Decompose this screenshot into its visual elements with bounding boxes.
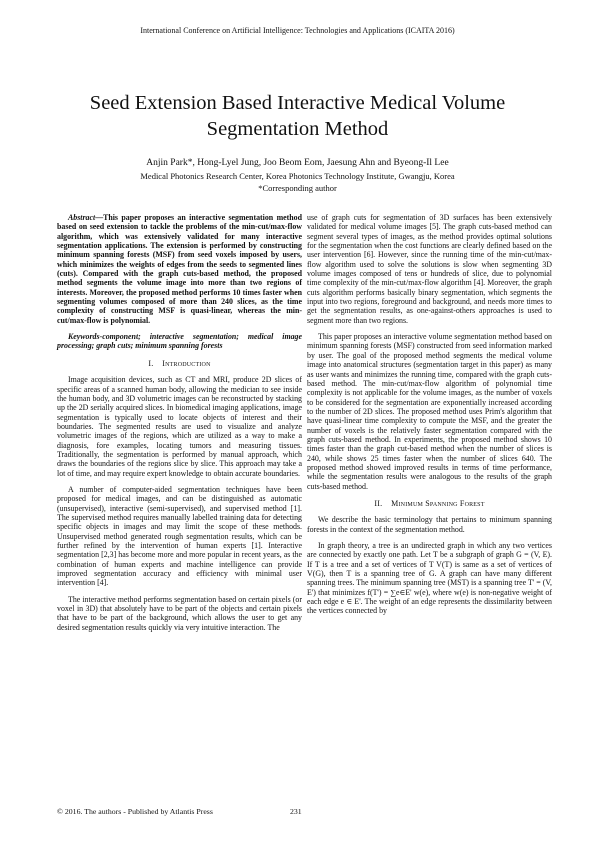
- right-column: [307, 213, 552, 616]
- page-number: 231: [290, 807, 302, 816]
- section-title: Minimum Spanning Forest: [391, 498, 485, 508]
- body-paragraph: This paper proposes an interactive volume segmentation method based on minimum spanning forests (MSF) constructed from seed information marked by user. The goal of the proposed method segments the medical volume image into anatomical structures (segmentation target in this paper) as many as user wants and minimizes the running time, compared with the graph cuts-based method. The min-cut/max-flow algorithm of polynomial time complexity is not applicable for the volume images, as the number of voxels to be considered for the segmentation are exponentially increased according to the number of 2D slices. The proposed method uses Prim's algorithm that have quasi-linear time complexity to compute the MSF, and the greater the number of voxels is the relatively faster segmentation compared with the graph cuts-based method. In experiments, the proposed method shows 10 times faster than the graph cut-based method when the number of slices is 240, while shows 25 times faster when the number of slices 640. The proposed method showed improved results in terms of time performance, while the segmentation results were analogous to the results of the graph cuts-based method.: [307, 332, 552, 491]
- copyright-footer: © 2016. The authors - Published by Atlantis Press: [57, 807, 213, 816]
- abstract: [57, 213, 302, 325]
- author-list: Anjin Park*, Hong-Lyel Jung, Joo Beom Eom, Jaesung Ahn and Byeong-Il Lee: [146, 158, 449, 168]
- running-head: International Conference on Artificial Intelligence: Technologies and Applications (ICAITA 2016): [140, 26, 455, 35]
- paper-title: [40, 90, 555, 142]
- title-line-2: Segmentation Method: [206, 118, 389, 140]
- section-heading-introduction: [57, 359, 302, 368]
- corresponding-author-note: *Corresponding author: [258, 183, 337, 193]
- section-number: I.: [148, 358, 154, 368]
- title-line-1: Seed Extension Based Interactive Medical Volume: [89, 92, 506, 114]
- left-column: [57, 213, 302, 632]
- keywords: Keywords-component; interactive segmentation; medical image processing; graph cuts; minimum spanning forests: [57, 332, 302, 351]
- body-paragraph: use of graph cuts for segmentation of 3D surfaces has been extensively validated for medical volume images [5]. The graph cuts-based method can segment several types of images, as the method provides optimal solutions for the segmentation when the cost functions are clearly defined based on the user intervention [6]. However, since the running time of the min-cut/max-flow algorithm used to solve the solutions is slow when segmenting 3D volume images composed of tens or hundreds of slice, due to polynomial time complexity of the min-cut/max-flow algorithm [4]. Moreover, the graph cuts algorithm performs basically binary segmentation, which segments the input into two regions, foreground and background, and needs more times to get the segmentation results, as one-against-others approaches is used to segment more than two regions.: [307, 213, 552, 325]
- body-paragraph: We describe the basic terminology that pertains to minimum spanning forests in the context of the segmentation method.: [307, 515, 552, 534]
- section-number: II.: [374, 498, 383, 508]
- section-heading-msf: [307, 499, 552, 508]
- abstract-text: —This paper proposes an interactive segmentation method based on seed extension to tackle the problems of the min-cut/max-flow algorithm, which was extensively validated for many interactive segmentation applications. The extension is performed by constructing minimum spanning forests (MSF) from seed voxels imposed by users, which minimizes the weights of edges from the seeds to segmented lines (cuts). Compared with the graph cuts-based method, the proposed method segments the volume image into more than two regions of interests. Moreover, the proposed method performs 10 times faster when segmenting volumes composed of more than 240 slices, as the time complexity of constructing MSF is quasi-linear, whereas the min-cut/max-flow is polynomial.: [57, 213, 302, 325]
- section-title: Introduction: [162, 358, 211, 368]
- affiliation: Medical Photonics Research Center, Korea Photonics Technology Institute, Gwangju, Korea: [140, 171, 455, 181]
- body-paragraph: The interactive method performs segmentation based on certain pixels (or voxel in 3D) that absolutely have to be part of the objects and certain pixels that have to be part of the background, which allows the user to get any desired segmentation results quickly via very intuitive interaction. The: [57, 594, 302, 632]
- body-paragraph: Image acquisition devices, such as CT and MRI, produce 2D slices of specific areas of a scanned human body, allowing the medician to see inside the human body, and 3D volumetric images can be reconstructed by stacking up the 2D serially acquired slices. In biomedical imaging applications, image segmentation is typically used to locate objects of interest and their boundaries. The segmented results are used to visualize and analyze volumetric images of the regions, which are utilized as a way to make a diagnosis, fore examples, locating tumors and measuring tissues. Traditionally, the segmentation is performed by manual approach, which draws the boundaries of the regions slice by slice. This approach may take a lot of time, and may require expert knowledge to obtain accurate boundaries.: [57, 375, 302, 478]
- abstract-label: Abstract: [68, 213, 96, 222]
- body-paragraph: A number of computer-aided segmentation techniques have been proposed for medical images, and can be distinguished as automatic (unsupervised), interactive (semi-supervised), and supervised method [1]. The supervised method requires manually labelled training data for detecting specific objects in images and may limit the scope of these methods. Unsupervised method generated rough segmentation results, which can be further refined by the intervention of human experts [1]. Interactive segmentation [2,3] has become more and more popular in recent years, as the combination of human experts and machine intelligence can provide improved segmentation accuracy and efficiency with minimal user intervention [4].: [57, 484, 302, 588]
- body-paragraph: In graph theory, a tree is an undirected graph in which any two vertices are connected by exactly one path. Let T be a subgraph of graph G = (V, E). If T is a tree and a set of vertices of T V(T) is same as a set of vertices of V(G), then T is a spanning tree of G. A graph can have many different spanning trees. The minimum spanning tree (MST) is a spanning tree T' = (V, E') that minimizes f(T') = ∑e∈E' w(e), where w(e) is non-negative weight of each edge e ∈ E'. The weight of an edge represents the dissimilarity between the vertices connected by: [307, 541, 552, 616]
